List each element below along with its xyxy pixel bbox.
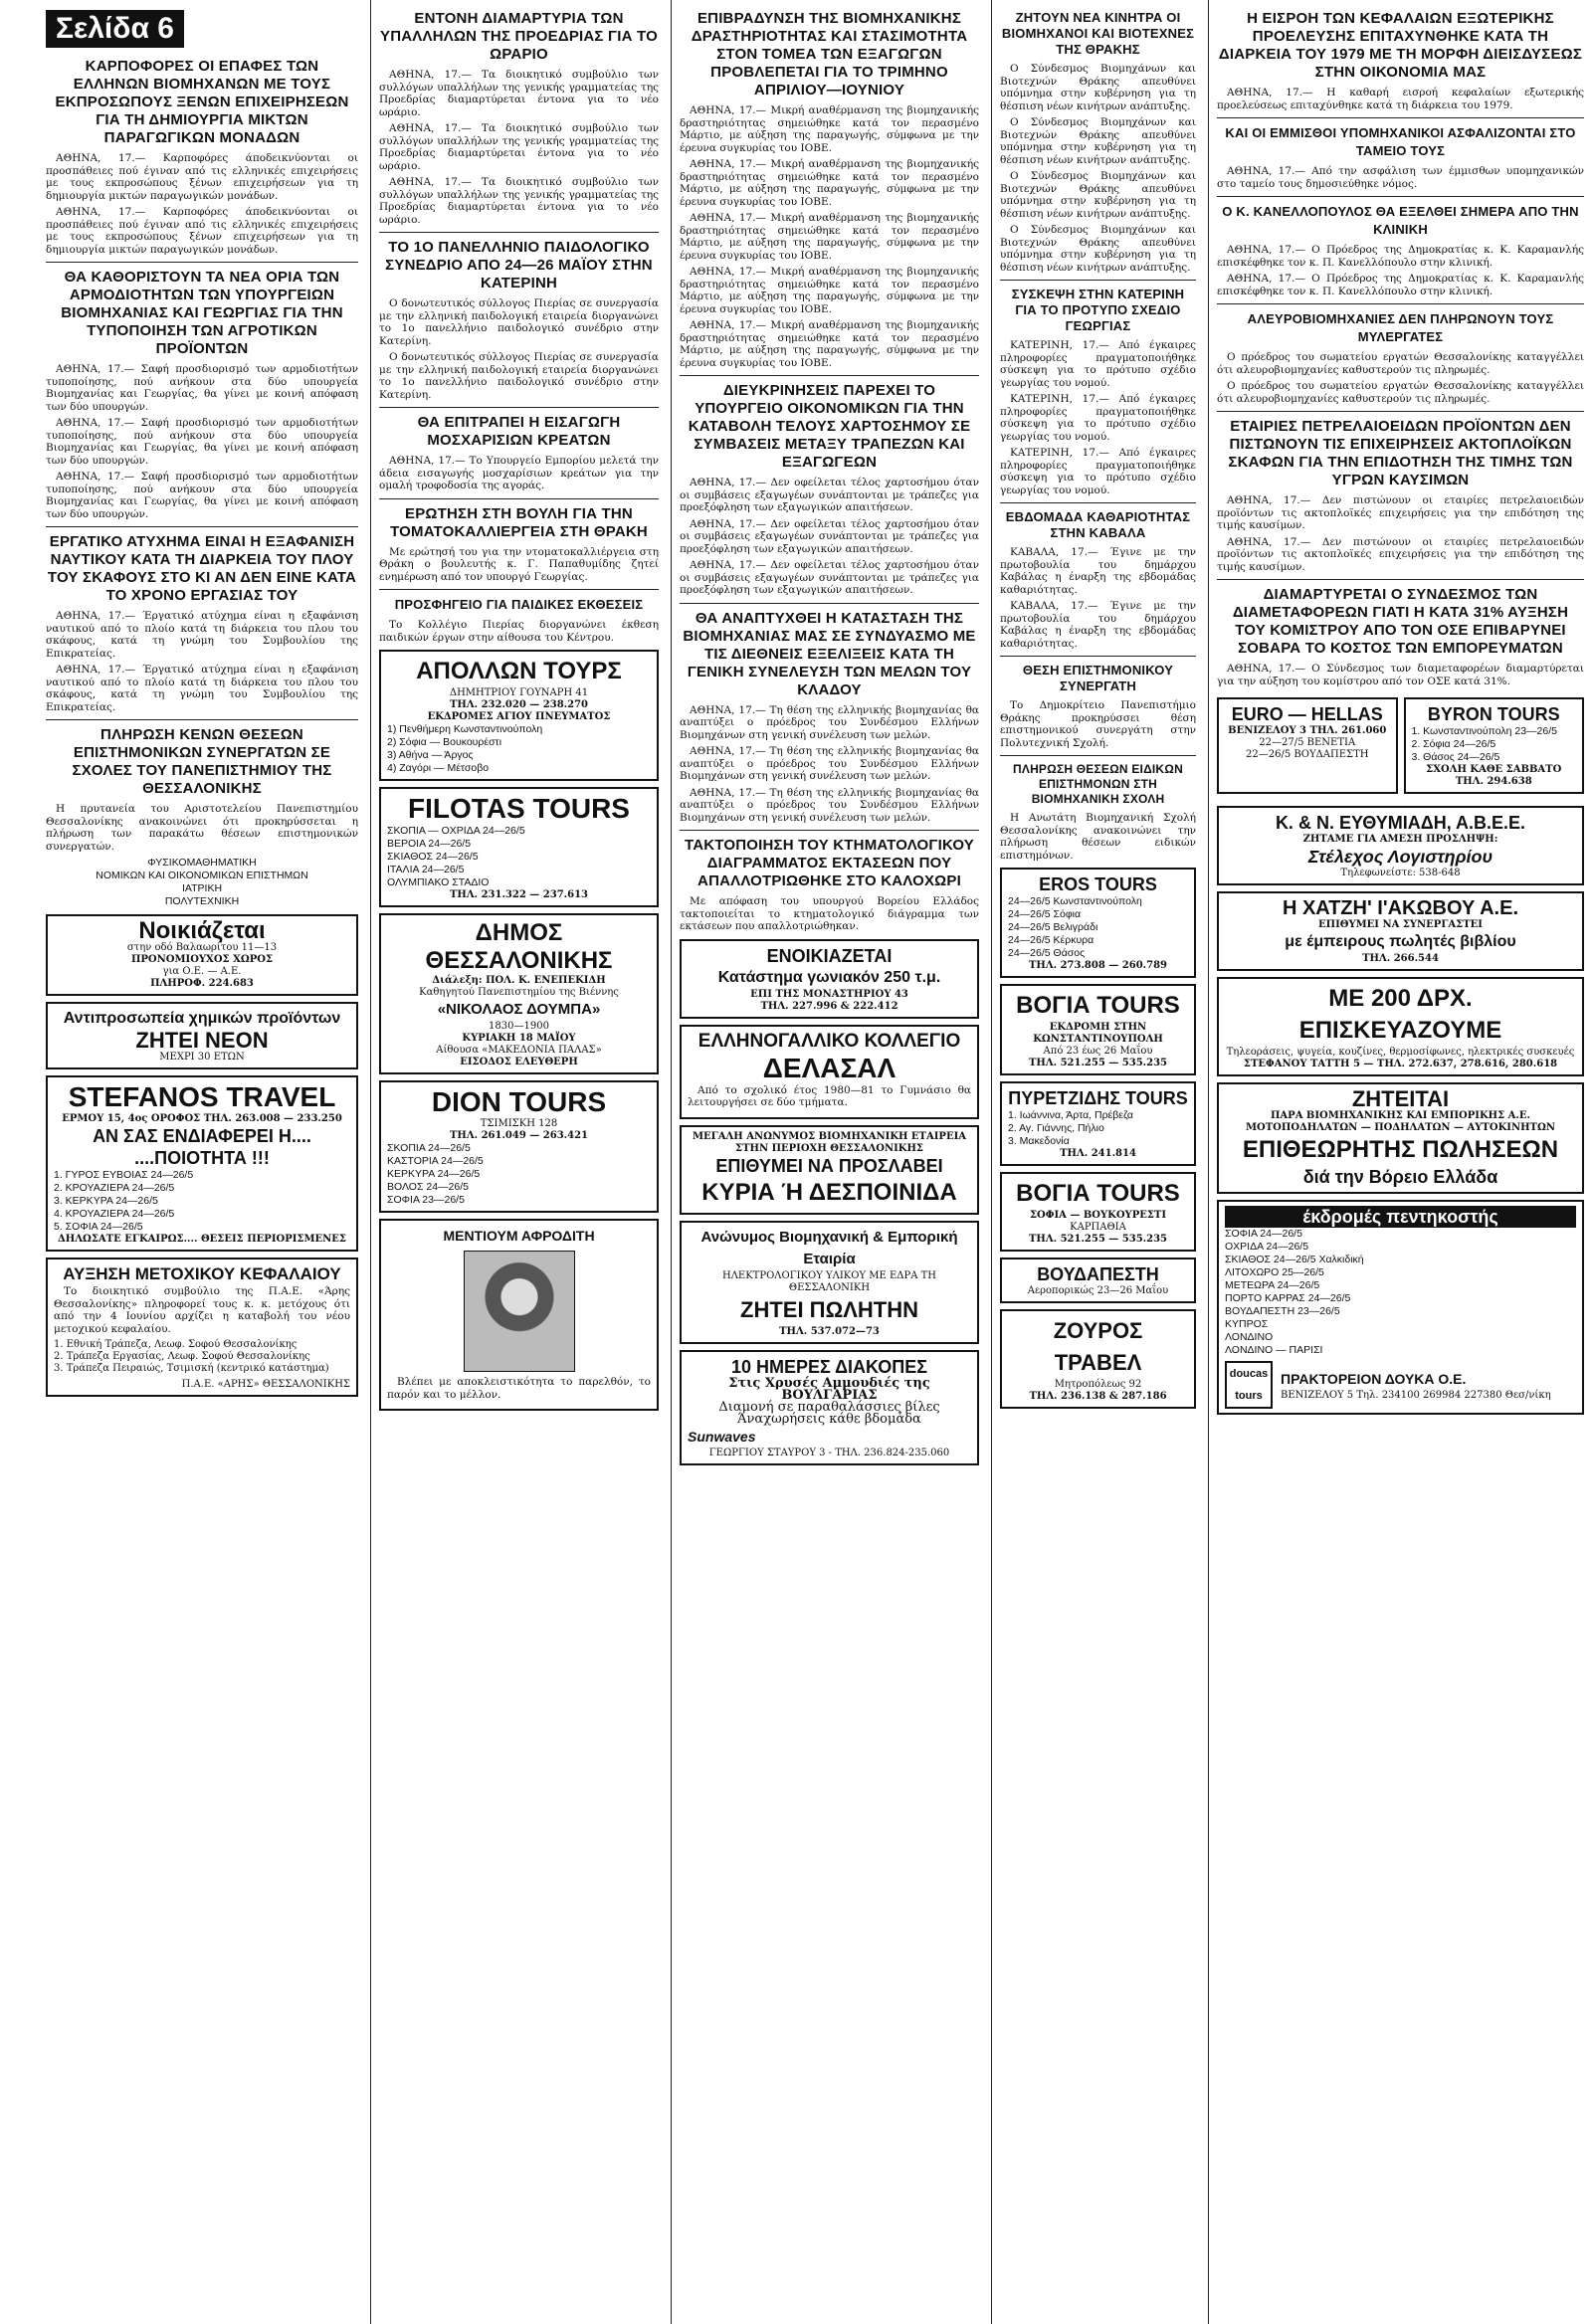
- headline: ΔΙΕΥΚΡΙΝΗΣΕΙΣ ΠΑΡΕΧΕΙ ΤΟ ΥΠΟΥΡΓΕΙΟ ΟΙΚΟΝΟΜΙΚΩΝ ΓΙΑ ΤΗΝ ΚΑΤΑΒΟΛΗ ΤΕΛΟΥΣ ΧΑΡΤΟΣΗΜΟΥ ΣΕ ΣΥΜΒΑΣΕΙΣ ΜΕΤΑΞΥ ΤΡΑΠΕΖΩΝ ΚΑΙ ΕΞΑΓΩΓΕΩΝ: [688, 382, 971, 471]
- article-body: Ο δονωτευτικός σύλλογος Πιερίας σε συνεργασία με την ελληνική παιδολογική εταιρεία διοργανώνει το 1ο πανελλήνιο παιδολογικό συνέδριο στην Κατερίνη.: [379, 351, 659, 401]
- page-tag: Σελίδα 6: [46, 10, 184, 48]
- trip-row: 24—26/5 Κωνσταντινούπολη: [1008, 895, 1142, 907]
- ad-phone: ΤΗΛ. 273.808 — 260.789: [1028, 960, 1168, 971]
- ad-phone: ΤΗΛ. 236.138 & 287.186: [1029, 1391, 1167, 1402]
- column-3: [671, 0, 987, 2324]
- article-body: ΚΑΤΕΡΙΝΗ, 17.— Από έγκαιρες πληροφορίες πραγματοποιήθηκε σύσκεψη για το πρότυπο σχέδιο γεωργίας του νομού.: [1000, 447, 1196, 496]
- article-body: Ο δονωτευτικός σύλλογος Πιερίας σε συνεργασία με την ελληνική παιδολογική εταιρεία διοργανώνει το 1ο πανελλήνιο παιδολογικό συνέδριο στην Κατερίνη.: [379, 297, 659, 347]
- article-body: ΑΘΗΝΑ, 17.— Τα διοικητικό συμβούλιο των συλλόγων υπαλλήλων της γενικής γραμματείας της Προεδρίας διαμαρτύρεται έντονα για το νέο ωράριο.: [379, 122, 659, 172]
- divider: [1217, 579, 1584, 580]
- ad-title: BYRON TOURS: [1427, 704, 1560, 724]
- headline: ΕΝΤΟΝΗ ΔΙΑΜΑΡΤΥΡΙΑ ΤΩΝ ΥΠΑΛΛΗΛΩΝ ΤΗΣ ΠΡΟΕΔΡΙΑΣ ΓΙΑ ΤΟ ΩΡΑΡΙΟ: [380, 10, 658, 63]
- article-body: Ο Σύνδεσμος Βιομηχάνων και Βιοτεχνών Θράκης απευθύνει υπόμνημα στην κυβέρνηση για τη θέσπιση νέων κινήτρων ανάπτυξης.: [1000, 63, 1196, 112]
- trip-row: 3) Αθήνα — Άργος: [387, 749, 474, 761]
- ad-text: ΕΚΔΡΟΜΕΣ ΑΓΙΟΥ ΠΝΕΥΜΑΤΟΣ: [427, 711, 611, 722]
- portrait-photo: [464, 1251, 575, 1372]
- headline: Η ΕΙΣΡΟΗ ΤΩΝ ΚΕΦΑΛΑΙΩΝ ΕΞΩΤΕΡΙΚΗΣ ΠΡΟΕΛΕΥΣΗΣ ΕΠΙΤΑΧΥΝΘΗΚΕ ΚΑΤΑ ΤΗ ΔΙΑΡΚΕΙΑ ΤΟΥ 1979 ΜΕ ΤΗ ΜΟΡΦΗ ΔΙΕΙΣΔΥΣΕΩΣ ΣΤΗΝ ΟΙΚΟΝΟΜΙΑ ΜΑΣ: [1218, 10, 1583, 81]
- trip-row: 24—26/5 Σόφια: [1008, 908, 1082, 920]
- trip-row: 4. ΚΡΟΥΑΖΙΕΡΑ 24—26/5: [54, 1208, 175, 1220]
- headline: ΘΕΣΗ ΕΠΙΣΤΗΜΟΝΙΚΟΥ ΣΥΝΕΡΓΑΤΗ: [1022, 663, 1174, 693]
- bank-item: 1. Εθνική Τράπεζα, Λεωφ. Σοφού Θεσσαλονίκης: [54, 1339, 298, 1350]
- ad-title: 10 ΗΜΕΡΕΣ ΔΙΑΚΟΠΕΣ: [730, 1356, 928, 1377]
- ad-title: Νοικιάζεται: [138, 917, 266, 944]
- trip-row: 2) Σόφια — Βουκουρέστι: [387, 736, 502, 748]
- subject-item: ΦΥΣΙΚΟΜΑΘΗΜΑΤΙΚΗ: [147, 857, 257, 869]
- subject-item: ΙΑΤΡΙΚΗ: [181, 882, 223, 894]
- ad-capital-increase: [46, 1258, 358, 1397]
- ad-text: ΚΑΡΠΑΘΙΑ: [1070, 1222, 1126, 1233]
- ad-text: ΗΛΕΚΤΡΟΛΟΓΙΚΟΥ ΥΛΙΚΟΥ ΜΕ ΕΔΡΑ ΤΗ ΘΕΣΣΑΛΟΝΙΚΗ: [721, 1269, 937, 1293]
- headline: ΕΤΑΙΡΙΕΣ ΠΕΤΡΕΛΑΙΟΕΙΔΩΝ ΠΡΟΪΟΝΤΩΝ ΔΕΝ ΠΙΣΤΩΝΟΥΝ ΤΙΣ ΕΠΙΧΕΙΡΗΣΕΙΣ ΑΚΤΟΠΛΟΪΚΩΝ ΣΚΑΦΩΝ ΓΙΑ ΤΗΝ ΕΠΙΔΟΤΗΣΗ ΤΗΣ ΤΙΜΗΣ ΤΩΝ ΥΓΡΩΝ ΚΑΥΣΙΜΩΝ: [1228, 418, 1573, 488]
- ad-delasal-college: [680, 1025, 979, 1119]
- divider: [680, 830, 979, 831]
- divider: [1000, 280, 1196, 281]
- headline: ΚΑΙ ΟΙ ΕΜΜΙΣΘΟΙ ΥΠΟΜΗΧΑΝΙΚΟΙ ΑΣΦΑΛΙΖΟΝΤΑΙ ΣΤΟ ΤΑΜΕΙΟ ΤΟΥΣ: [1225, 125, 1576, 158]
- article-body: ΑΘΗΝΑ, 17.— Μικρή αναθέρμανση της βιομηχανικής δραστηριότητας σημειώθηκε κατά τον περασμένο Μάρτιο, με αύξηση της παραγωγής, σύμφωνα με την έρευνα συγκυρίας του ΙΟΒΕ.: [680, 158, 979, 208]
- ad-text: ΚΥΡΙΑ Ή ΔΕΣΠΟΙΝΙΔΑ: [701, 1178, 957, 1206]
- ad-sales-inspector: [1217, 1082, 1584, 1194]
- ad-medium: [379, 1219, 659, 1411]
- ad-title: ΒΟΥΔΑΠΕΣΤΗ: [1037, 1264, 1159, 1284]
- ad-title: Κ. & Ν. ΕΥΘΥΜΙΑΔΗ, Α.Β.Ε.Ε.: [1275, 813, 1526, 833]
- headline: ΣΥΣΚΕΨΗ ΣΤΗΝ ΚΑΤΕΡΙΝΗ ΓΙΑ ΤΟ ΠΡΟΤΥΠΟ ΣΧΕΔΙΟ ΓΕΩΡΓΙΑΣ: [1011, 287, 1185, 333]
- ad-address: ΕΡΜΟΥ 15, 4ος ΟΡΟΦΟΣ ΤΗΛ. 263.008 — 233.250: [62, 1113, 342, 1124]
- trip-row: 4) Ζαγόρι — Μέτσοβο: [387, 762, 490, 774]
- ad-dimos-thessalonikis: [379, 913, 659, 1074]
- ad-text: «ΝΙΚΟΛΑΟΣ ΔΟΥΜΠΑ»: [437, 1001, 601, 1018]
- ad-address: ΔΗΜΗΤΡΙΟΥ ΓΟΥΝΑΡΗ 41: [449, 687, 589, 698]
- ad-phone: ΤΗΛ. 521.255 — 535.235: [1028, 1058, 1168, 1068]
- article-body: ΚΑΤΕΡΙΝΗ, 17.— Από έγκαιρες πληροφορίες πραγματοποιήθηκε σύσκεψη για το πρότυπο σχέδιο γεωργίας του νομού.: [1000, 393, 1196, 443]
- ad-title: STEFANOS TRAVEL: [68, 1081, 336, 1112]
- doucas-logo: doucas tours: [1225, 1361, 1273, 1409]
- ad-brand: Sunwaves: [688, 1428, 756, 1445]
- article-body: ΚΑΤΕΡΙΝΗ, 17.— Από έγκαιρες πληροφορίες πραγματοποιήθηκε σύσκεψη για το πρότυπο σχέδιο γεωργίας του νομού.: [1000, 339, 1196, 389]
- ad-trip-list: [387, 1142, 651, 1207]
- article-body: Με ερώτησή του για την ντοματοκαλλιέργεια στη Θράκη ο βουλευτής κ. Γ. Παπαθυμίδης ζητεί ενημέρωση από τον υπουργό Γεωργίας.: [379, 545, 659, 583]
- headline: ΘΑ ΕΠΙΤΡΑΠΕΙ Η ΕΙΣΑΓΩΓΗ ΜΟΣΧΑΡΙΣΙΩΝ ΚΡΕΑΤΩΝ: [417, 414, 621, 449]
- trip-row: 1. Κωνσταντινούπολη 23—26/5: [1411, 725, 1557, 737]
- ad-phone: ΤΗΛ. 261.049 — 263.421: [449, 1130, 589, 1141]
- ad-phone: ΓΕΩΡΓΙΟΥ ΣΤΑΥΡΟΥ 3 - ΤΗΛ. 236.824-235.060: [708, 1447, 950, 1458]
- ad-agency: ΠΡΑΚΤΟΡΕΙΟΝ ΔΟΥΚΑ Ο.Ε.: [1281, 1371, 1467, 1387]
- ad-industrial-company: [680, 1125, 979, 1215]
- ad-text: ΑΝ ΣΑΣ ΕΝΔΙΑΦΕΡΕΙ Η....: [93, 1126, 311, 1146]
- ad-text: ΠΑΡΑ ΒΙΟΜΗΧΑΝΙΚΗΣ ΚΑΙ ΕΜΠΟΡΙΚΗΣ Α.Ε. ΜΟΤΟΠΟΔΗΛΑΤΩΝ — ΠΟΔΗΛΑΤΩΝ — ΑΥΤΟΚΙΝΗΤΩΝ: [1245, 1110, 1556, 1133]
- ad-text: 1830—1900: [489, 1021, 549, 1032]
- trip-row: ΣΚΟΠΙΑ 24—26/5: [387, 1142, 471, 1154]
- ad-phone: ΤΗΛ. 227.996 & 222.412: [760, 1000, 898, 1012]
- ad-phone: ΤΗΛ. 294.638: [1455, 776, 1532, 787]
- divider: [46, 719, 358, 720]
- ad-text: ΜΕΧΡΙ 30 ΕΤΩΝ: [159, 1052, 245, 1063]
- ad-title: Αντιπροσωπεία χημικών προϊόντων: [63, 1010, 341, 1027]
- headline: Ο Κ. ΚΑΝΕΛΛΟΠΟΥΛΟΣ ΘΑ ΕΞΕΛΘΕΙ ΣΗΜΕΡΑ ΑΠΟ ΤΗΝ ΚΛΙΝΙΚΗ: [1222, 204, 1579, 237]
- column-1: [38, 0, 366, 2324]
- ad-text: Το διοικητικό συμβούλιο της Π.Α.Ε. «Άρης Θεσσαλονίκης» πληροφορεί τους κ. κ. μετόχους ότι από την 4 Ιουνίου αρχίζει η καταβολή του νέου μετοχικού κεφαλαίου.: [54, 1285, 350, 1335]
- ad-bogia-tours-1: [1000, 984, 1196, 1075]
- divider: [46, 526, 358, 527]
- ad-apollon-tours: [379, 650, 659, 781]
- divider: [1217, 117, 1584, 118]
- trip-row: ΒΟΥΔΑΠΕΣΤΗ 23—26/5: [1225, 1305, 1340, 1317]
- ad-contact: [1281, 1368, 1551, 1402]
- headline: ΕΒΔΟΜΑΔΑ ΚΑΘΑΡΙΟΤΗΤΑΣ ΣΤΗΝ ΚΑΒΑΛΑ: [1005, 509, 1191, 540]
- column-4: [991, 0, 1204, 2324]
- ad-phone: ΤΗΛ. 231.322 — 237.613: [449, 889, 589, 900]
- article-body: ΑΘΗΝΑ, 17.— Μικρή αναθέρμανση της βιομηχανικής δραστηριότητας σημειώθηκε κατά τον περασμένο Μάρτιο, με αύξηση της παραγωγής, σύμφωνα με την έρευνα συγκυρίας του ΙΟΒΕ.: [680, 212, 979, 262]
- trip-row: ΛΙΤΟΧΩΡΟ 25—26/5: [1225, 1266, 1324, 1278]
- article-body: ΑΘΗΝΑ, 17.— Καρποφόρες άποδεικνύονται οι προσπάθειες πού έγιναν από τις ελληνικές επιχειρήσεις με τους εκπροσώπους ξένων επιχειρήσεων για τη δημιουργία μικτών παραγωγικών μονάδων.: [46, 152, 358, 202]
- ad-text: ΚΥΡΙΑΚΗ 18 ΜΑΪΟΥ: [462, 1033, 576, 1044]
- ad-text: Διάλεξη: ΠΟΛ. Κ. ΕΝΕΠΕΚΙΔΗ: [432, 975, 606, 986]
- article-body: ΑΘΗΝΑ, 17.— Ο Πρόεδρος της Δημοκρατίας κ. Κ. Καραμανλής επισκέφθηκε τον κ. Π. Κανελλόπουλο στην κλινική.: [1217, 273, 1584, 297]
- ad-stefanos-travel: [46, 1075, 358, 1252]
- trip-row: ΛΟΝΔΙΝΟ: [1225, 1331, 1274, 1343]
- article-body: ΑΘΗΝΑ, 17.— Δεν πιστώνουν οι εταιρίες πετρελαιοειδών προϊόντων τις ακτοπλοϊκές επιχειρήσεις για την επιδότηση της τιμής καυσίμων.: [1217, 494, 1584, 531]
- ad-title: ΜΕΓΑΛΗ ΑΝΩΝΥΜΟΣ ΒΙΟΜΗΧΑΝΙΚΗ ΕΤΑΙΡΕΙΑ ΣΤΗΝ ΠΕΡΙΟΧΗ ΘΕΣΣΑΛΟΝΙΚΗΣ: [692, 1130, 967, 1154]
- trip-row: ΣΟΦΙΑ 24—26/5: [1225, 1228, 1302, 1240]
- article-body: ΑΘΗΝΑ, 17.— Σαφή προσδιορισμό των αρμοδιοτήτων τυποποίησης, πού ανήκουν στα δύο υπουργεία Βιομηχανίας και Γεωργίας, θα γίνει με κοινή απόφαση των δύο υπουργών.: [46, 363, 358, 413]
- trip-row: ΣΚΟΠΙΑ — ΟΧΡΙΔΑ 24—26/5: [387, 825, 525, 837]
- ad-budapest: [1000, 1258, 1196, 1303]
- column-2: [370, 0, 667, 2324]
- trip-row: ΛΟΝΔΙΝΟ — ΠΑΡΙΣΙ: [1225, 1344, 1323, 1356]
- headline: ΤΟ 1Ο ΠΑΝΕΛΛΗΝΙΟ ΠΑΙΔΟΛΟΓΙΚΟ ΣΥΝΕΔΡΙΟ ΑΠΟ 24—26 ΜΑΪΟΥ ΣΤΗΝ ΚΑΤΕΡΙΝΗ: [385, 239, 653, 291]
- ad-text: Από 23 έως 26 Μαΐου: [1043, 1046, 1153, 1057]
- trip-row: 3. Μακεδονία: [1008, 1135, 1070, 1147]
- article-body: ΚΑΒΑΛΑ, 17.— Έγινε με την πρωτοβουλία του δημάρχου Καβάλας η έναρξη της εβδομάδας καθαριότητας.: [1000, 600, 1196, 650]
- trip-row: 1) Πενθήμερη Κωνσταντινούπολη: [387, 723, 543, 735]
- article-body: ΑΘΗΝΑ, 17.— Ο Σύνδεσμος των διαμεταφορέων διαμαρτύρεται για την αύξηση του κομίστρου από τον ΟΣΕ κατά 31%.: [1217, 663, 1584, 687]
- ad-title: Ανώνυμος Βιομηχανική & Εμπορική Εταιρία: [700, 1228, 958, 1267]
- article-body: ΑΘΗΝΑ, 17.— Σαφή προσδιορισμό των αρμοδιοτήτων τυποποίησης, πού ανήκουν στα δύο υπουργεία Βιομηχανίας και Γεωργίας, θα γίνει με κοινή απόφαση των δύο υπουργών.: [46, 417, 358, 467]
- article-body: ΑΘΗΝΑ, 17.— Τη θέση της ελληνικής βιομηχανίας θα αναπτύξει ο πρόεδρος του Συνδέσμου Ελλήνων Βιομηχάνων στη γενική συνέλευση των μελών.: [680, 703, 979, 741]
- trip-row: ΣΚΙΑΘΟΣ 24—26/5 Χαλκιδική: [1225, 1254, 1364, 1265]
- ad-phone: ΤΗΛ. 232.020 — 238.270: [449, 699, 589, 710]
- ad-title: ΑΠΟΛΛΩΝ ΤΟΥΡΣ: [416, 658, 622, 684]
- article-body: ΑΘΗΝΑ, 17.— Μικρή αναθέρμανση της βιομηχανικής δραστηριότητας σημειώθηκε κατά τον περασμένο Μάρτιο, με αύξηση της παραγωγής, σύμφωνα με την έρευνα συγκυρίας του ΙΟΒΕ.: [680, 266, 979, 315]
- ad-text: ΕΠΙΘΥΜΕΙ ΝΑ ΠΡΟΣΛΑΒΕΙ: [715, 1155, 943, 1176]
- ad-phone: ΤΗΛ. 266.544: [1362, 953, 1439, 964]
- ad-phone: ΤΗΛ. 241.814: [1060, 1148, 1136, 1159]
- divider: [379, 232, 659, 233]
- ad-euro-hellas: [1217, 697, 1398, 794]
- article-body: ΚΑΒΑΛΑ, 17.— Έγινε με την πρωτοβουλία του δημάρχου Καβάλας η έναρξη της εβδομάδας καθαριότητας.: [1000, 546, 1196, 596]
- divider: [680, 603, 979, 604]
- ad-rent: [46, 914, 358, 996]
- article-body: ΑΘΗΝΑ, 17.— Έργατικό ατύχημα είναι η εξαφάνιση ναυτικού από το πλοίο κατά τη διάρκεια του πλου του σκάφους, κατά τη γνώμη του Συμβουλίου της Επικρατείας.: [46, 664, 358, 713]
- ad-text: για Ο.Ε. — Α.Ε.: [162, 966, 242, 977]
- ad-text: ΖΗΤΕΙ ΝΕΟΝ: [135, 1028, 269, 1053]
- article-body: Με απόφαση του υπουργού Βορείου Ελλάδος τακτοποιείται το κτηματολογικό διάγραμμα των εκτάσεων που απαλλοτριώθηκαν.: [680, 895, 979, 932]
- ad-electrical-company: [680, 1221, 979, 1344]
- article-body: ΑΘΗΝΑ, 17.— Τη θέση της ελληνικής βιομηχανίας θα αναπτύξει ο πρόεδρος του Συνδέσμου Ελλήνων Βιομηχάνων στη γενική συνέλευση των μελών.: [680, 786, 979, 824]
- ad-hatzi-iakovou: [1217, 891, 1584, 971]
- ad-title: ΜΕΝΤΙΟΥΜ ΑΦΡΟΔΙΤΗ: [443, 1228, 595, 1244]
- trip-row: 24—26/5 Κέρκυρα: [1008, 934, 1094, 946]
- ad-bogia-tours-2: [1000, 1172, 1196, 1252]
- ad-text: ΕΚΔΡΟΜΗ ΣΤΗΝ ΚΩΝΣΤΑΝΤΙΝΟΥΠΟΛΗ: [1033, 1022, 1163, 1045]
- divider: [379, 407, 659, 408]
- ad-text: ΣΟΦΙΑ — ΒΟΥΚΟΥΡΕΣΤΙ: [1029, 1210, 1167, 1221]
- ad-10-days-vacation: [680, 1350, 979, 1465]
- ad-phone: ΣΤΕΦΑΝΟΥ ΤΑΤΤΗ 5 — ΤΗΛ. 272.637, 278.616, 280.618: [1243, 1059, 1558, 1069]
- headline: ΕΡΓΑΤΙΚΟ ΑΤΥΧΗΜΑ ΕΙΝΑΙ Η ΕΞΑΦΑΝΙΣΗ ΝΑΥΤΙΚΟΥ ΚΑΤΑ ΤΗ ΔΙΑΡΚΕΙΑ ΤΟΥ ΠΛΟΥ ΤΟΥ ΣΚΑΦΟΥΣ ΣΤΟ ΚΙ ΑΝ ΔΕΝ ΕΙΝΕ ΚΑΤΑ ΤΟ ΧΡΟΝΟ ΕΡΓΑΣΙΑΣ ΤΟΥ: [47, 533, 357, 604]
- ad-eros-tours: [1000, 868, 1196, 978]
- divider: [1217, 303, 1584, 304]
- article-body: ΑΘΗΝΑ, 17.— Μικρή αναθέρμανση της βιομηχανικής δραστηριότητας σημειώθηκε κατά τον περασμένο Μάρτιο, με αύξηση της παραγωγής, σύμφωνα με την έρευνα συγκυρίας του ΙΟΒΕ.: [680, 319, 979, 369]
- divider: [1000, 656, 1196, 657]
- ad-repairs: [1217, 977, 1584, 1076]
- divider: [1217, 411, 1584, 412]
- ad-row: [1217, 691, 1584, 800]
- ad-trip-list: [387, 723, 651, 775]
- ad-text: ΠΡΟΝΟΜΙΟΥΧΟΣ ΧΩΡΟΣ: [130, 954, 274, 965]
- ad-text: Καθηγητού Πανεπιστημίου της Βιέννης: [419, 987, 619, 998]
- ad-pentecost-excursions: [1217, 1200, 1584, 1415]
- article-body: Το Κολλέγιο Πιερίας διοργανώνει έκθεση παιδικών έργων στην αίθουσα του Κέντρου.: [379, 619, 659, 644]
- trip-row: 1. Ιωάννινα, Άρτα, Πρέβεζα: [1008, 1109, 1133, 1121]
- divider: [1217, 196, 1584, 197]
- headline: ΘΑ ΚΑΘΟΡΙΣΤΟΥΝ ΤΑ ΝΕΑ ΟΡΙΑ ΤΩΝ ΑΡΜΟΔΙΟΤΗΤΩΝ ΤΩΝ ΥΠΟΥΡΓΕΙΩΝ ΒΙΟΜΗΧΑΝΙΑΣ ΚΑΙ ΓΕΩΡΓΙΑΣ ΓΙΑ ΤΗΝ ΤΥΠΟΠΟΙΗΣΗ ΤΩΝ ΑΓΡΟΤΙΚΩΝ ΠΡΟΪΟΝΤΩΝ: [61, 269, 343, 357]
- column-5: [1208, 0, 1592, 2324]
- ad-title: ΒΟΓΙΑ TOURS: [1016, 992, 1180, 1019]
- headline: ΘΑ ΑΝΑΠΤΥΧΘΕΙ Η ΚΑΤΑΣΤΑΣΗ ΤΗΣ ΒΙΟΜΗΧΑΝΙΑΣ ΜΑΣ ΣΕ ΣΥΝΔΥΑΣΜΟ ΜΕ ΤΙΣ ΔΙΕΘΝΕΙΣ ΕΞΕΛΙΞΕΙΣ ΚΑΤΑ ΤΗ ΓΕΝΙΚΗ ΣΥΝΕΛΕΥΣΗ ΤΩΝ ΜΕΛΩΝ ΤΟΥ ΚΛΑΔΟΥ: [683, 609, 976, 698]
- article-body: ΑΘΗΝΑ, 17.— Τα διοικητικό συμβούλιο των συλλόγων υπαλλήλων της γενικής γραμματείας της Προεδρίας διαμαρτύρεται έντονα για το νέο ωράριο.: [379, 176, 659, 226]
- ad-address: ΒΕΝΙΖΕΛΟΥ 5 Τηλ. 234100 269984 227380 Θεσ/νίκη: [1281, 1390, 1551, 1401]
- ad-phone: ΠΛΗΡΟΦ. 224.683: [150, 978, 254, 989]
- ad-title: έκδρομές πεντηκοστής: [1225, 1206, 1576, 1228]
- trip-row: 2. Αγ. Γιάννης, Πήλιο: [1008, 1122, 1104, 1134]
- article-body: ΑΘΗΝΑ, 17.— Δεν οφείλεται τέλος χαρτοσήμου όταν οι συμβάσεις εξαγωγέων συνάπτονται με τράπεζες για προεξόφληση των εξαγωγικών απαιτήσεων.: [680, 477, 979, 513]
- ad-title: ΜΕ 200 ΔΡΧ. ΕΠΙΣΚΕΥΑΖΟΥΜΕ: [1298, 985, 1502, 1044]
- trip-row: 24—26/5 Θάσος: [1008, 947, 1086, 959]
- ad-enoikiazetai: [680, 939, 979, 1019]
- ad-title: EROS TOURS: [1039, 874, 1157, 894]
- ad-address: ΕΠΙ ΤΗΣ ΜΟΝΑΣΤΗΡΙΟΥ 43: [750, 988, 908, 1000]
- headline: ΚΑΡΠΟΦΟΡΕΣ ΟΙ ΕΠΑΦΕΣ ΤΩΝ ΕΛΛΗΝΩΝ ΒΙΟΜΗΧΑΝΩΝ ΜΕ ΤΟΥΣ ΕΚΠΡΟΣΩΠΟΥΣ ΞΕΝΩΝ ΕΠΙΧΕΙΡΗΣΕΩΝ ΓΙΑ ΤΗ ΔΗΜΙΟΥΡΓΙΑ ΜΙΚΤΩΝ ΠΑΡΑΓΩΓΙΚΩΝ ΜΟΝΑΔΩΝ: [55, 58, 349, 146]
- ad-title: EURO — HELLAS: [1231, 704, 1383, 724]
- article-body: ΑΘΗΝΑ, 17.— Δεν οφείλεται τέλος χαρτοσήμου όταν οι συμβάσεις εξαγωγέων συνάπτονται με τράπεζες για προεξόφληση των εξαγωγικών απαιτήσεων.: [680, 517, 979, 555]
- article-body: ΑΘΗΝΑ, 17.— Έργατικό ατύχημα είναι η εξαφάνιση ναυτικού από το πλοίο κατά τη διάρκεια του πλου του σκάφους, κατά τη γνώμη του Συμβουλίου της Επικρατείας.: [46, 610, 358, 660]
- ad-title: ΕΛΛΗΝΟΓΑΛΛΙΚΟ ΚΟΛΛΕΓΙΟ: [697, 1030, 961, 1052]
- trip-row: ΙΤΑΛΙΑ 24—26/5: [387, 864, 465, 875]
- divider: [1000, 755, 1196, 756]
- ad-text: ΔΕΛΑΣΑΛ: [762, 1052, 896, 1083]
- article-body: Η Ανωτάτη Βιομηχανική Σχολή Θεσσαλονίκης ανακοινώνει την πλήρωση θέσεων ειδικών επιστημόνων.: [1000, 812, 1196, 862]
- article-body: ΑΘΗΝΑ, 17.— Το Υπουργείο Εμπορίου μελετά την άδεια εισαγωγής μοσχαρίσιων κρεάτων για την ομαλή τροφοδοσία της αγοράς.: [379, 455, 659, 491]
- ad-text: Βλέπει με αποκλειστικότητα το παρελθόν, το παρόν και το μέλλον.: [387, 1376, 651, 1401]
- ad-footer: [1225, 1361, 1576, 1409]
- ad-text: Κατάστημα γωνιακόν 250 τ.μ.: [717, 968, 941, 986]
- trip-row: ΚΕΡΚΥΡΑ 24—26/5: [387, 1168, 481, 1180]
- ad-text: με έμπειρους πωλητές βιβλίου: [1285, 933, 1516, 950]
- trip-row: ΜΕΤΕΩΡΑ 24—26/5: [1225, 1279, 1320, 1291]
- trip-row: ΒΕΡΟΙΑ 24—26/5: [387, 838, 472, 850]
- headline: ΠΡΟΣΦΗΓΕΙΟ ΓΙΑ ΠΑΙΔΙΚΕΣ ΕΚΘΕΣΕΙΣ: [394, 597, 644, 612]
- ad-text: ΕΙΣΟΔΟΣ ΕΛΕΥΘΕΡΗ: [460, 1057, 578, 1067]
- headline: ΕΡΩΤΗΣΗ ΣΤΗ ΒΟΥΛΗ ΓΙΑ ΤΗΝ ΤΟΜΑΤΟΚΑΛΛΙΕΡΓΕΙΑ ΣΤΗ ΘΡΑΚΗ: [390, 504, 648, 540]
- headline: ΕΠΙΒΡΑΔΥΝΣΗ ΤΗΣ ΒΙΟΜΗΧΑΝΙΚΗΣ ΔΡΑΣΤΗΡΙΟΤΗΤΑΣ ΚΑΙ ΣΤΑΣΙΜΟΤΗΤΑ ΣΤΟΝ ΤΟΜΕΑ ΤΩΝ ΕΞΑΓΩΓΩΝ ΠΡΟΒΛΕΠΕΤΑΙ ΓΙΑ ΤΟ ΤΡΙΜΗΝΟ ΑΠΡΙΛΙΟΥ—ΙΟΥΝΙΟΥ: [691, 10, 968, 98]
- trip-row: ΒΟΛΟΣ 24—26/5: [387, 1181, 469, 1193]
- ad-text: στην οδό Βαλαωρίτου 11—13: [126, 942, 278, 953]
- ad-phone: ΤΗΛ. 537.072—73: [779, 1325, 880, 1337]
- subject-item: ΠΟΛΥΤΕΧΝΙΚΗ: [164, 895, 240, 907]
- ad-phone: ΤΗΛ. 521.255 — 535.235: [1028, 1234, 1168, 1245]
- divider: [1000, 502, 1196, 503]
- article-body: Η πρυτανεία του Αριστοτελείου Πανεπιστημίου Θεσσαλονίκης ανακοινώνει ότι προκηρύσσεται η πλήρωση των παρακάτω θέσεων επιστημονικών συνεργατών.: [46, 803, 358, 853]
- trip-row: ΣΚΙΑΘΟΣ 24—26/5: [387, 851, 479, 863]
- headline: ΠΛΗΡΩΣΗ ΘΕΣΕΩΝ ΕΙΔΙΚΩΝ ΕΠΙΣΤΗΜΟΝΩΝ ΣΤΗ ΒΙΟΜΗΧΑΝΙΚΗ ΣΧΟΛΗ: [1013, 762, 1183, 806]
- ad-dion-tours: [379, 1080, 659, 1213]
- ad-text: Αεροπορικώς 23—26 Μαΐου: [1027, 1285, 1169, 1296]
- ad-title: ΠΥΡΕΤΖΙΔΗΣ TOURS: [1008, 1088, 1188, 1108]
- trip-row: 5. ΣΟΦΙΑ 24—26/5: [54, 1221, 143, 1233]
- ad-signature: Π.Α.Ε. «ΑΡΗΣ» ΘΕΣΣΑΛΟΝΙΚΗΣ: [181, 1379, 350, 1390]
- trip-row: 2. ΚΡΟΥΑΖΙΕΡΑ 24—26/5: [54, 1182, 175, 1194]
- ad-zouros-travel: [1000, 1309, 1196, 1409]
- subject-item: ΝΟΜΙΚΩΝ ΚΑΙ ΟΙΚΟΝΟΜΙΚΩΝ ΕΠΙΣΤΗΜΩΝ: [96, 870, 308, 881]
- ad-text: διά την Βόρειο Ελλάδα: [1302, 1167, 1498, 1187]
- article-body: ΑΘΗΝΑ, 17.— Ο Πρόεδρος της Δημοκρατίας κ. Κ. Καραμανλής επισκέφθηκε τον κ. Π. Κανελλόπουλο στην κλινική.: [1217, 244, 1584, 269]
- ad-text: ΖΗΤΕΙ ΠΩΛΗΤΗΝ: [740, 1296, 918, 1322]
- headline: ΤΑΚΤΟΠΟΙΗΣΗ ΤΟΥ ΚΤΗΜΑΤΟΛΟΓΙΚΟΥ ΔΙΑΓΡΑΜΜΑΤΟΣ ΕΚΤΑΣΕΩΝ ΠΟΥ ΑΠΑΛΛΟΤΡΙΩΘΗΚΕ ΣΤΟ ΚΑΛΟΧΩΡΙ: [684, 837, 974, 889]
- ad-footer: ΔΗΛΩΣΑΤΕ ΕΓΚΑΙΡΩΣ.... ΘΕΣΕΙΣ ΠΕΡΙΟΡΙΣΜΕΝΕΣ: [57, 1234, 346, 1245]
- ad-trip-list: [387, 825, 651, 889]
- ad-address: ΤΣΙΜΙΣΚΗ 128: [480, 1118, 558, 1129]
- article-body: Ο Σύνδεσμος Βιομηχάνων και Βιοτεχνών Θράκης απευθύνει υπόμνημα στην κυβέρνηση για τη θέσπιση νέων κινήτρων ανάπτυξης.: [1000, 116, 1196, 166]
- article-body: ΑΘΗΝΑ, 17.— Τα διοικητικό συμβούλιο των συλλόγων υπαλλήλων της γενικής γραμματείας της Προεδρίας διαμαρτύρεται έντονα για το νέο ωράριο.: [379, 69, 659, 118]
- trip-row: 3. ΚΕΡΚΥΡΑ 24—26/5: [54, 1195, 158, 1207]
- ad-title: ΖΗΤΕΙΤΑΙ: [1351, 1086, 1450, 1111]
- article-body: Ο πρόεδρος του σωματείου εργατών Θεσσαλονίκης καταγγέλλει ότι αλευροβιομηχανίες καθυστερούν τις πληρωμές.: [1217, 351, 1584, 376]
- ad-trip-list: [1412, 725, 1577, 764]
- article-body: ΑΘΗΝΑ, 17.— Δεν οφείλεται τέλος χαρτοσήμου όταν οι συμβάσεις εξαγωγέων συνάπτονται με τράπεζες για προεξόφληση των εξαγωγικών απαιτήσεων.: [680, 559, 979, 596]
- article-body: Ο Σύνδεσμος Βιομηχάνων και Βιοτεχνών Θράκης απευθύνει υπόμνημα στην κυβέρνηση για τη θέσπιση νέων κινήτρων ανάπτυξης.: [1000, 224, 1196, 274]
- trip-row: 22—26/5 ΒΟΥΔΑΠΕΣΤΗ: [1246, 749, 1369, 760]
- ad-title: ΖΟΥΡΟΣ ΤΡΑΒΕΛ: [1053, 1318, 1143, 1375]
- trip-row: 3. Θάσος 24—26/5: [1411, 751, 1500, 763]
- ad-trip-list: [1008, 1109, 1188, 1148]
- ad-efthymiadi: [1217, 806, 1584, 885]
- article-body: Το Δημοκρίτειο Πανεπιστήμιο Θράκης προκηρύσσει θέση επιστημονικού συνεργάτη στην Πολυτεχνική Σχολή.: [1000, 699, 1196, 749]
- ad-text: ΖΗΤΑΜΕ ΓΙΑ ΑΜΕΣΗ ΠΡΟΣΛΗΨΗ:: [1302, 834, 1498, 845]
- article-body: Ο Σύνδεσμος Βιομηχάνων και Βιοτεχνών Θράκης απευθύνει υπόμνημα στην κυβέρνηση για τη θέσπιση νέων κινήτρων ανάπτυξης.: [1000, 170, 1196, 220]
- ad-title: Η ΧΑΤΖΗ' Ι'ΑΚΩΒΟΥ Α.Ε.: [1282, 897, 1519, 919]
- ad-phone: Τηλεφωνείστε: 538-648: [1340, 868, 1461, 878]
- article-body: ΑΘΗΝΑ, 17.— Καρποφόρες άποδεικνύονται οι προσπάθειες πού έγιναν από τις ελληνικές επιχειρήσεις με τους εκπροσώπους ξένων επιχειρήσεων για τη δημιουργία μικτών παραγωγικών μονάδων.: [46, 206, 358, 256]
- article-body: Ο πρόεδρος του σωματείου εργατών Θεσσαλονίκης καταγγέλλει ότι αλευροβιομηχανίες καθυστερούν τις πληρωμές.: [1217, 380, 1584, 405]
- trip-row: ΟΧΡΙΔΑ 24—26/5: [1225, 1241, 1309, 1253]
- ad-text: Στις Χρυσές Αμμουδιές της ΒΟΥΛΓΑΡΙΑΣ: [728, 1375, 930, 1403]
- article-body: ΑΘΗΝΑ, 17.— Δεν πιστώνουν οι εταιρίες πετρελαιοειδών προϊόντων τις ακτοπλοϊκές επιχειρήσεις για την επιδότηση της τιμής καυσίμων.: [1217, 535, 1584, 573]
- headline: ΠΛΗΡΩΣΗ ΚΕΝΩΝ ΘΕΣΕΩΝ ΕΠΙΣΤΗΜΟΝΙΚΩΝ ΣΥΝΕΡΓΑΤΩΝ ΣΕ ΣΧΟΛΕΣ ΤΟΥ ΠΑΝΕΠΙΣΤΗΜΙΟΥ ΤΗΣ ΘΕΣΣΑΛΟΝΙΚΗΣ: [72, 726, 332, 797]
- ad-text: Διαμονή σε παραθαλάσσιες βίλες: [718, 1399, 940, 1415]
- article-body: ΑΘΗΝΑ, 17.— Μικρή αναθέρμανση της βιομηχανικής δραστηριότητας σημειώθηκε κατά τον περασμένο Μάρτιο, με αύξηση της παραγωγής, σύμφωνα με την έρευνα συγκυρίας του ΙΟΒΕ.: [680, 104, 979, 154]
- trip-row: 1. ΓΥΡΟΣ ΕΥΒΟΙΑΣ 24—26/5: [54, 1169, 194, 1181]
- ad-trip-list: [1225, 1228, 1576, 1357]
- ad-trip-list: [54, 1169, 350, 1234]
- ad-address: Μητροπόλεως 92: [1054, 1379, 1142, 1390]
- divider: [379, 498, 659, 499]
- trip-row: ΚΥΠΡΟΣ: [1225, 1318, 1269, 1330]
- ad-text: ....ΠΟΙΟΤΗΤΑ !!!: [134, 1148, 270, 1168]
- ad-title: FILOTAS TOURS: [408, 793, 630, 824]
- ad-text: Αίθουσα «ΜΑΚΕΔΟΝΙΑ ΠΑΛΑΣ»: [436, 1045, 602, 1056]
- ad-phone: ΒΕΝΙΖΕΛΟΥ 3 ΤΗΛ. 261.060: [1228, 725, 1387, 736]
- trip-row: 2. Σόφια 24—26/5: [1411, 738, 1496, 750]
- ad-title: ΒΟΓΙΑ TOURS: [1016, 1180, 1180, 1207]
- ad-text: Από το σχολικό έτος 1980—81 το Γυμνάσιο θα λειτουργήσει σε δύο τμήματα.: [688, 1083, 971, 1108]
- ad-text: Στέλεχος Λογιστηρίου: [1307, 847, 1493, 867]
- trip-row: ΠΟΡΤΟ ΚΑΡΡΑΣ 24—26/5: [1225, 1292, 1351, 1304]
- headline: ΖΗΤΟΥΝ ΝΕΑ ΚΙΝΗΤΡΑ ΟΙ ΒΙΟΜΗΧΑΝΟΙ ΚΑΙ ΒΙΟΤΕΧΝΕΣ ΤΗΣ ΘΡΑΚΗΣ: [1001, 10, 1195, 57]
- ad-text: ΣΧΟΛΗ ΚΑΘΕ ΣΑΒΒΑΤΟ: [1426, 764, 1562, 775]
- article-body: ΑΘΗΝΑ, 17.— Σαφή προσδιορισμό των αρμοδιοτήτων τυποποίησης, πού ανήκουν στα δύο υπουργεία Βιομηχανίας και Γεωργίας, θα γίνει με κοινή απόφαση των δύο υπουργών.: [46, 471, 358, 520]
- ad-filotas-tours: [379, 787, 659, 907]
- bank-item: 3. Τράπεζα Πειραιώς, Τσιμισκή (κεντρικό κατάστημα): [54, 1363, 329, 1374]
- ad-pyretzidis-tours: [1000, 1081, 1196, 1166]
- trip-row: 22—27/5 ΒΕΝΕΤΙΑ: [1259, 737, 1356, 748]
- ad-title: ΑΥΞΗΣΗ ΜΕΤΟΧΙΚΟΥ ΚΕΦΑΛΑΙΟΥ: [63, 1264, 341, 1283]
- divider: [379, 589, 659, 590]
- bank-item: 2. Τράπεζα Εργασίας, Λεωφ. Σοφού Θεσσαλονίκης: [54, 1351, 310, 1362]
- ad-byron-tours: [1404, 697, 1585, 794]
- article-body: ΑΘΗΝΑ, 17.— Η καθαρή εισροή κεφαλαίων εξωτερικής προελεύσεως επιταχύνθηκε κατά τη διάρκεια του 1979.: [1217, 87, 1584, 111]
- headline: ΑΛΕΥΡΟΒΙΟΜΗΧΑΝΙΕΣ ΔΕΝ ΠΛΗΡΩΝΟΥΝ ΤΟΥΣ ΜΥΛΕΡΓΑΤΕΣ: [1247, 311, 1554, 344]
- trip-row: 24—26/5 Βελιγράδι: [1008, 921, 1098, 933]
- trip-row: ΟΛΥΜΠΙΑΚΟ ΣΤΑΔΙΟ: [387, 876, 490, 888]
- ad-title: ΕΝΟΙΚΙΑΖΕΤΑΙ: [766, 945, 893, 966]
- divider: [680, 375, 979, 376]
- article-body: ΑΘΗΝΑ, 17.— Τη θέση της ελληνικής βιομηχανίας θα αναπτύξει ο πρόεδρος του Συνδέσμου Ελλήνων Βιομηχάνων στη γενική συνέλευση των μελών.: [680, 745, 979, 782]
- trip-row: ΣΟΦΙΑ 23—26/5: [387, 1194, 465, 1206]
- article-body: ΑΘΗΝΑ, 17.— Από την ασφάλιση των έμμισθων υπομηχανικών στο ταμείο τους δημοσιεύθηκε νόμος.: [1217, 165, 1584, 190]
- headline: ΔΙΑΜΑΡΤΥΡΕΤΑΙ Ο ΣΥΝΔΕΣΜΟΣ ΤΩΝ ΔΙΑΜΕΤΑΦΟΡΕΩΝ ΓΙΑΤΙ Η ΚΑΤΑ 31% ΑΥΞΗΣΗ ΤΟΥ ΚΟΜΙΣΤΡΟΥ ΑΠΟ ΤΟΝ ΟΣΕ ΕΠΙΒΑΡΥΝΕΙ ΣΟΒΑΡΑ ΤΟ ΚΟΣΤΟΣ ΤΩΝ ΕΜΠΟΡΕΥΜΑΤΩΝ: [1232, 586, 1569, 657]
- ad-text: ΕΠΙΘΕΩΡΗΤΗΣ ΠΩΛΗΣΕΩΝ: [1242, 1136, 1559, 1163]
- ad-title: DION TOURS: [431, 1086, 607, 1117]
- ad-title: ΔΗΜΟΣ ΘΕΣΣΑΛΟΝΙΚΗΣ: [425, 919, 613, 974]
- ad-trip-list: [1008, 895, 1188, 960]
- trip-row: ΚΑΣΤΟΡΙΑ 24—26/5: [387, 1155, 484, 1167]
- ad-chemical-rep: [46, 1002, 358, 1069]
- subjects-list: [46, 857, 358, 908]
- ad-text: Άναχωρήσεις κάθε βδομάδα: [737, 1411, 921, 1427]
- ad-text: ΕΠΙΘΥΜΕΙ ΝΑ ΣΥΝΕΡΓΑΣΤΕΙ: [1318, 919, 1483, 930]
- divider: [46, 262, 358, 263]
- ad-text: Τηλεοράσεις, ψυγεία, κουζίνες, θερμοσίφωνες, ηλεκτρικές συσκευές: [1226, 1047, 1575, 1058]
